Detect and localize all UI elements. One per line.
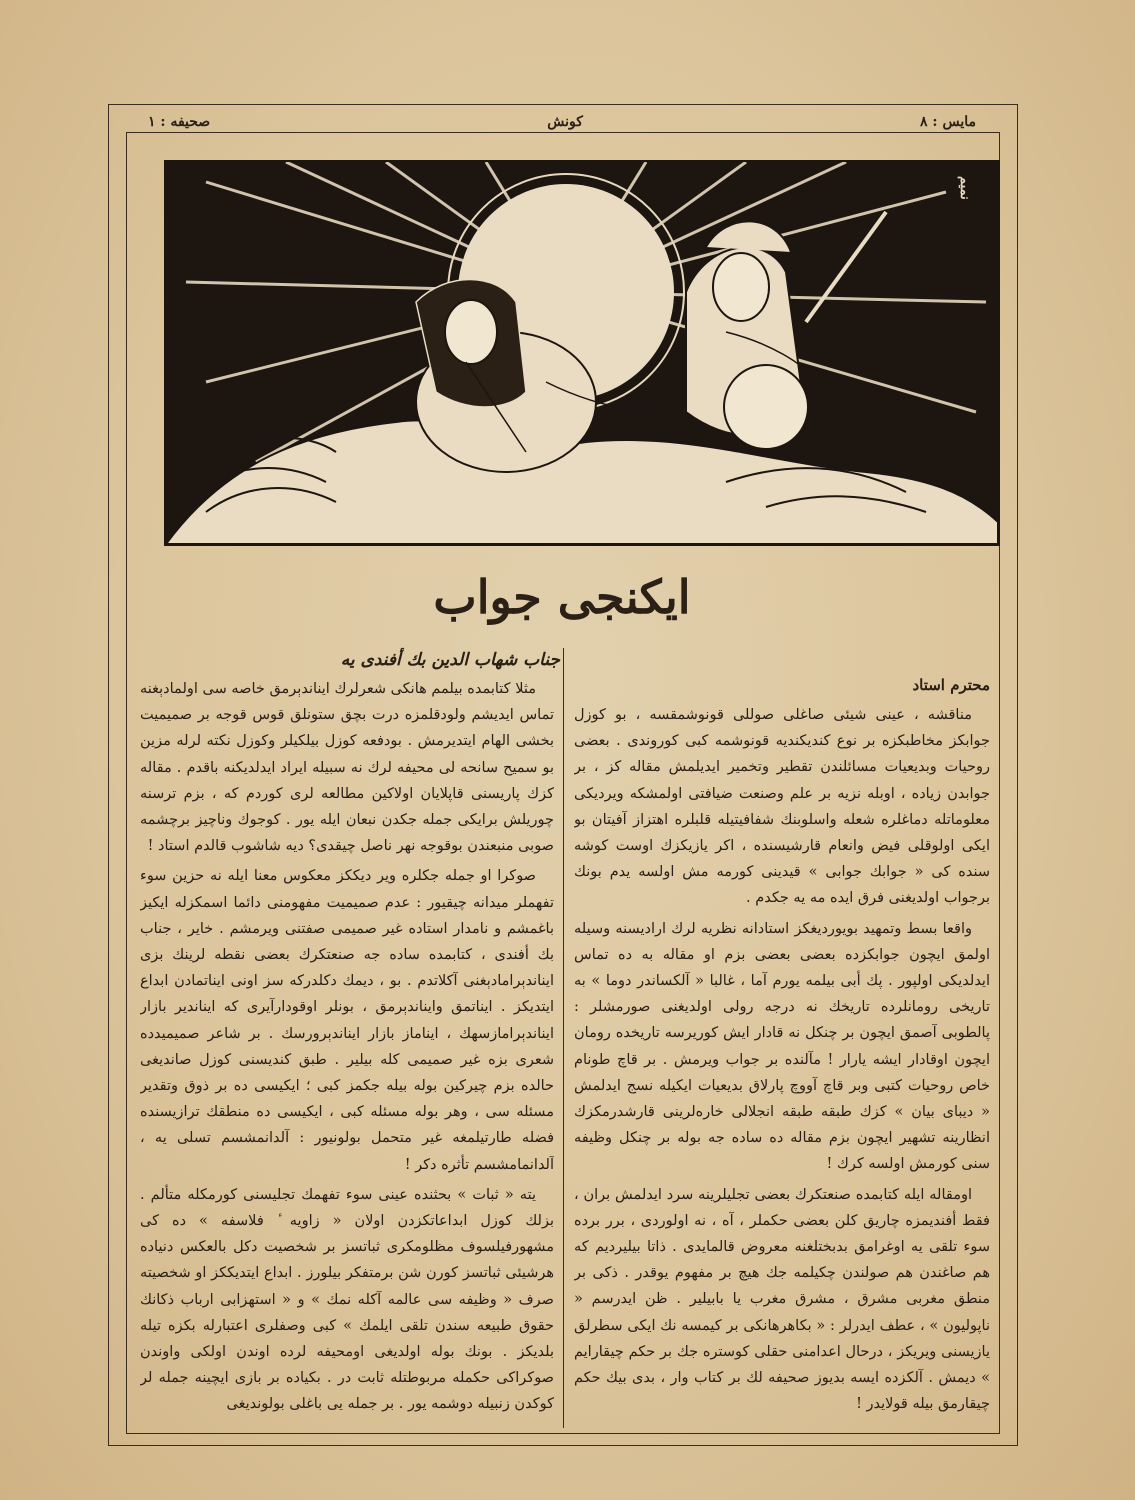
art-deco-illustration-icon <box>166 162 998 544</box>
salutation: محترم استاد <box>912 676 990 694</box>
left-paragraph-2: صوكرا او جمله جكلره وير ديككز معكوس معنا ايله نه حزين سوء تفهملر ميدانه چيقيور : عدم صميميت مفهومنى دائما اسمكزله ايكيز باغمشم و نامدار استاده غير صميمى صفتنى ويرمشم . خاير ، جناب بك أفندى ، كتابمده ساده جه صنعتكرك بعضى نقطه لرينك بزى ايناندېرامادېغنى آكلاتدم . بو ، ديمك دكلدركه سز اونى ايناتمادن ابداع ايتديكز . ايناتمق وايناندېرمق ، بونلر اوقودارآيرى كه ايناندير بازار ايناندېرامازسهك ، ايناماز بازار ايناندېرورسك . بر شاعر صميميدده شعرى بزه غير صميمى كله بيلير . طبق كنديسنى كوزل صانديغى حالده بزم چيركين بوله بيله جكمز كبى ؛ ايكيسى ده بر ذوق وتقدير مسئله سى ، وهر بوله مسئله كبى ، ايكيسى ده منطقك ترازيسنده فضله طارتيلمغه غير متحمل بولونيور : آلدانمشسم تسلى يه ، آلدانمامشسم تأثره دكر ! <box>140 868 554 1173</box>
artist-signature: نميم <box>957 176 972 200</box>
left-text-column <box>140 676 554 1436</box>
right-paragraph-2: واقعا بسط وتمهيد بويورديغكز استادانه نظريه لرك اراديسنه وسيله اولمق ايچون جوابكزده بعضى بعضى بزم او مقاله به ده تماس ايدلديكى اولپور . پك أبى بيلمه يورم آما ، غالبا « آلكساندر دوما » به تاريخى رومانلرده تاريخك نه درجه رولى اولديغنى صورمشلر : پالطوبى آصمق ايچون بر چنكل نه قادار ايش كوريرسه تاريخده رومان ايچون اوقادار ايشه يارار ! مآلنده بر جواب ويرمش . بر قاچ طونام خاص روحيات كتبى وبر قاچ آووچ پارلاق بديعيات ايكيله نسج ايدلمش « ديباى بيان » كزك طبقه طبقه انجلالى خارەلرينى قارشدرمكزك انظارينه تشهير ايچون بزم مقاله ده ساده جه بوله بر چنكل وظيفه سنى كورمش اولسه كرك ! <box>574 920 990 1173</box>
right-paragraph-3: اومقاله ايله كتابمده صنعتكرك بعضى تجليلرينه سرد ايدلمش بران ، فقط أفنديمزه چاريق كلن بعضى حكملر ، آه ، نه اولوردى ، برر برده سوء تلقى يه اوغرامق بدبختلغنه معروض قالمايدى . ذاتا بيليرديم كه هم صاغندن هم صولندن چكيلمه جك هيچ بر مفهوم يوقدر . ذكى بر منطق مغربى مشرق ، مشرق مغرب يا بابيلير . ظن ايدرسم « ناپوليون » ، عطف ايدرلر : « بكاهرهانكى بر كيمسه نك ايكى سطرلق يازيسنى ويريكز ، درحال اعدامنى حقلى كوستره جك بر حكم چيقارايم » ديمش . آلكزده ايسه بديوز صحيفه لك بر كتاب وار ، بدى بيك حكم چيقارمق بيله قولايدر ! <box>574 1186 990 1413</box>
header-journal-name: كونش <box>547 114 583 130</box>
running-header <box>126 112 998 132</box>
header-illustration <box>164 160 1000 546</box>
header-date: مايس : ٨ <box>920 114 976 130</box>
right-paragraph-1: مناقشه ، عينى شيئى صاغلى صوللى قونوشمقسه ، بو كوزل جوابكز مخاطبكزه بر نوع كنديكنديه قونوشمه كبى كوروندى . بعضى روحيات وبديعيات مسائلندن تقطير وتخمير ايديلمش مقاله كز ، بر جوابدن زياده ، اوبله نزيه بر علم وصنعت ضيافتى اولمشكه ويرديكى معلوماتله دماغلره شعله واسلوبنك شفافيتيله قلبلره اهتزاز آفيتان بو ايكى اولوقلى فيض وانعام قارشيسنده ، اكر يازيكزك اوست كوشه سنده كى « جوابك جوابى » قيدينى كورمه مش اولسه يدم بونك برجواب اولديغنى فرق ايده مه يه جكدم . <box>574 707 990 907</box>
header-page-number: صحيفه : ١ <box>148 114 211 130</box>
article-title: ايكنجى جواب <box>433 570 691 624</box>
left-paragraph-1: مثلا كتابمده بيلمم هانكى شعرلرك ايناندېرمق خاصه سى اولمادېغنه تماس ايديشم ولودقلمزه درت بچق ستونلق قوس قوجه بر صميميت بخشى الهام ايتديرمش . بودفعه كوزل بيلكيلر وكوزل نكته لرله مزين بو سميح سانحه لى محيفه لرك نه سبيله ايراد ايدلديكنه باقدم . مقاله كزك پاريسنى قاپلايان اولاكين مطالعه لرى كوردم كه ، بزم ترسنه چوريلش برايكى جمله جكدن نبعان ايله يور . كوجوك وناچيز برچشمه صوبى منبعندن بوقوجه نهر ناصل چيقدى؟ ديه شاشوب قالدم استاد ! <box>140 681 554 855</box>
addressee-line: جناب شهاب الدين بك أفندى يه <box>340 650 560 670</box>
column-divider <box>563 648 564 1428</box>
left-paragraph-3: يته « ثبات » بحثنده عينى سوء تفهمك تجليسنى كورمكله متألم . بزلك كوزل ابداعاتكزدن اولان « زاويه ٔ فلاسفه » ده كى مشهورفيلسوف مظلومكرى ثباتسز بر شخصيت دكل بالعكس دنياده هرشيئى ثباتسز كورن شن برمتفكر بيلورز . ابداع ايتديككز او شخصيته صرف « وظيفه سى عالمه آكله نمك » و « استهزابى ارباب ذكانك حقوق طبيعه سندن تلقى ايلمك » كبى وصفلرى اعتبارله بكزه تيله بلديكز . بونك بوله اولديغى اومحيفه لرده اوندن اولكى واوندن صوكراكى حكمله مربوطتله ثابت در . بكياده بر بازى ايچينه جمله لر كوكدن زنبيله دوشمه يور . بر جمله يى باغلى بولونديغى <box>140 1186 554 1413</box>
right-text-column <box>574 702 990 1436</box>
